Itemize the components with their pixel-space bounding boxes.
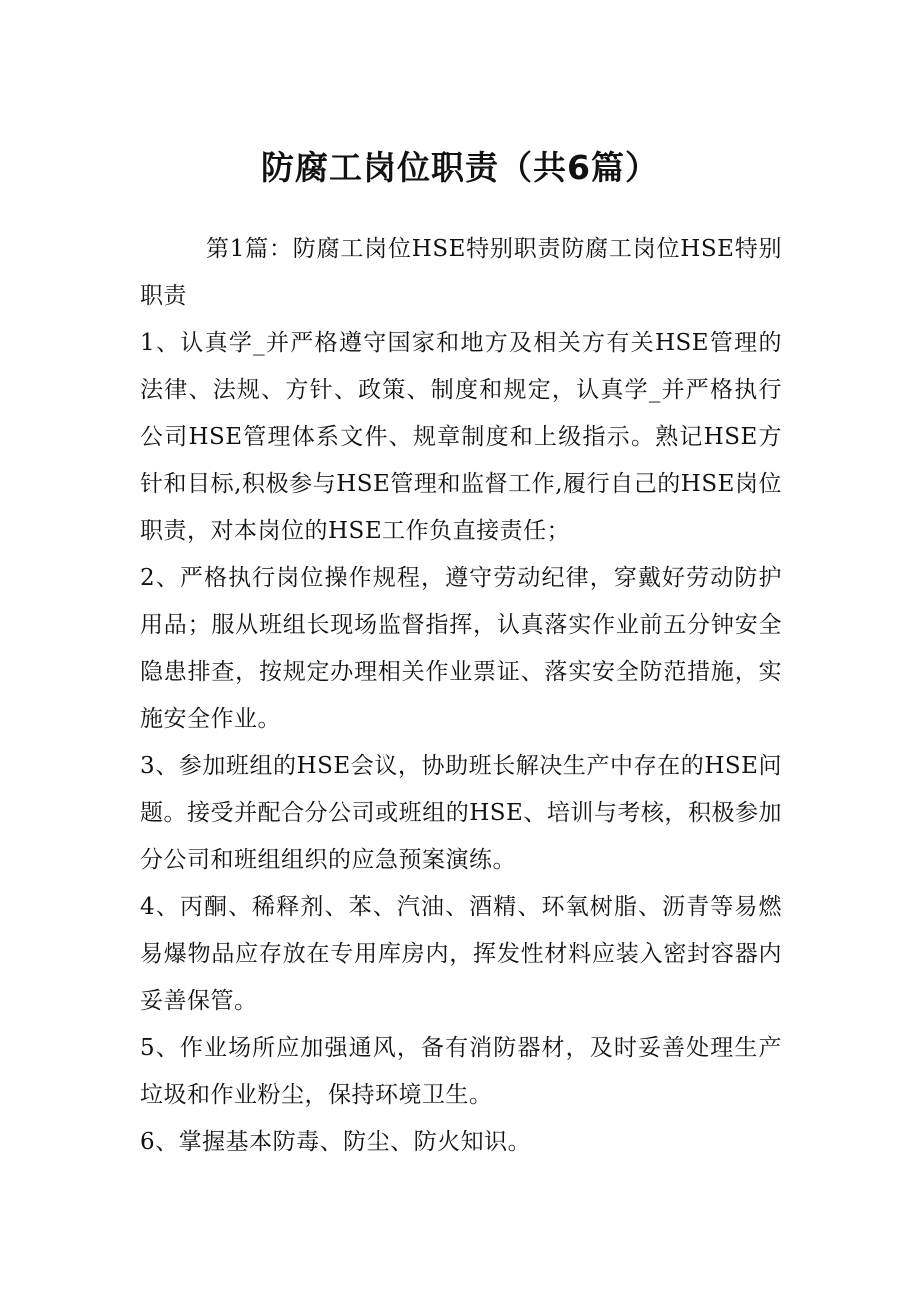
list-item: 2、严格执行岗位操作规程，遵守劳动纪律，穿戴好劳动防护用品；服从班组长现场监督指挥，认真落实作业前五分钟安全隐患排查，按规定办理相关作业票证、落实安全防范措施，实施安全作业。 xyxy=(140,565,782,732)
section-heading: 第1篇：防腐工岗位HSE特别职责防腐工岗位HSE特别职责 xyxy=(140,236,782,309)
list-item: 3、参加班组的HSE会议，协助班长解决生产中存在的HSE问题。接受并配合分公司或班组的HSE、培训与考核，积极参加分公司和班组组织的应急预案演练。 xyxy=(140,753,782,873)
list-item: 1、认真学_并严格遵守国家和地方及相关方有关HSE管理的法律、法规、方针、政策、制度和规定，认真学_并严格执行公司HSE管理体系文件、规章制度和上级指示。熟记HSE方针和目标,积极参与HSE管理和监督工作,履行自己的HSE岗位职责，对本岗位的HSE工作负直接责任； xyxy=(140,330,782,544)
list-item: 6、掌握基本防毒、防尘、防火知识。 xyxy=(140,1129,532,1155)
list-item: 4、丙酮、稀释剂、苯、汽油、酒精、环氧树脂、沥青等易燃易爆物品应存放在专用库房内，挥发性材料应装入密封容器内妥善保管。 xyxy=(140,894,782,1014)
document-body xyxy=(140,226,782,1166)
document-title: 防腐工岗位职责（共6篇） xyxy=(261,148,659,187)
list-item: 5、作业场所应加强通风，备有消防器材，及时妥善处理生产垃圾和作业粉尘，保持环境卫生。 xyxy=(140,1035,782,1108)
